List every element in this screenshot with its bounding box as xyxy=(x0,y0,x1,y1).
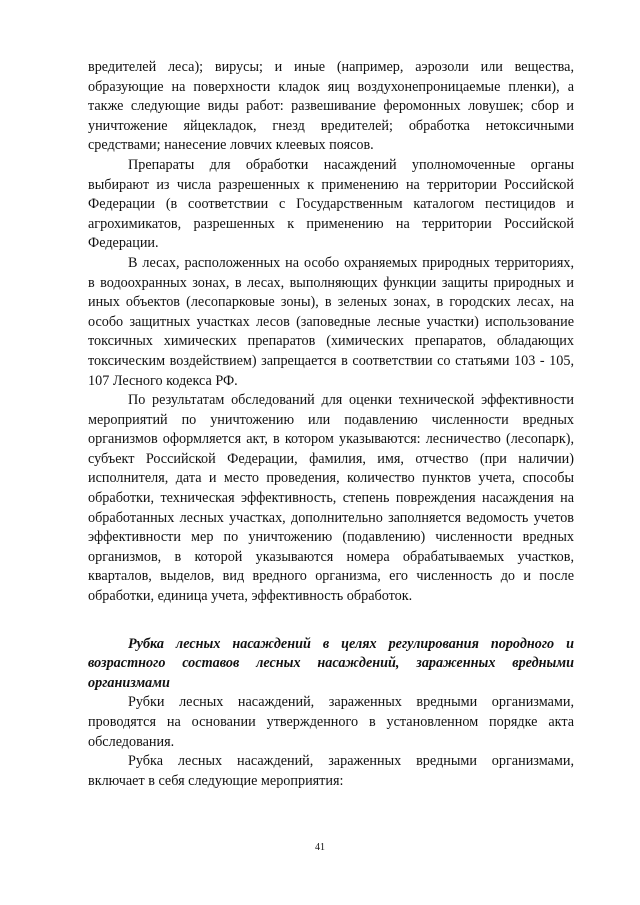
section-heading: Рубка лесных насаждений в целях регулирования породного и возрастного составов лесных насаждений, зараженных вредными организмами xyxy=(88,635,574,691)
section-spacer xyxy=(88,607,574,635)
paragraph-felling-basis: Рубки лесных насаждений, зараженных вредными организмами, проводятся на основании утвержденного в установленном порядке акта обследования. xyxy=(88,694,574,750)
paragraph-preparations: Препараты для обработки насаждений уполномоченные органы выбирают из числа разрешенных к применению на территории Российской Федерации (в соответствии с Государственным каталогом пестицидов и агрохимикатов, разрешенных к применению на территории Российской Федерации. xyxy=(88,156,574,252)
paragraph-survey-results: По результатам обследований для оценки технической эффективности мероприятий по уничтожению или подавлению численности вредных организмов оформляется акт, в котором указываются: лесничество (лесопарк), субъект Российской Федерации, фамилия, имя, отчество (при наличии) исполнителя, дата и место проведения, количество пунктов учета, способы обработки, техническая эффективность, степень повреждения насаждения на обработанных лесных участках, дополнительно заполняется ведомость учетов эффективности мер по уничтожению (подавлению) численности вредных организмов, в которой указываются номера обрабатываемых участков, кварталов, выделов, вид вредного организма, его численность до и после обработки, единица учета, эффективность обработок. xyxy=(88,392,574,605)
document-page xyxy=(88,58,574,791)
paragraph-continuation: вредителей леса); вирусы; и иные (например, аэрозоли или вещества, образующие на поверхности кладок яиц воздухонепроницаемые пленки), а также следующие виды работ: развешивание феромонных ловушек; сбор и уничтожение яйцекладок, гнезд вредителей; обработка нетоксичными средствами; нанесение ловчих клеевых поясов. xyxy=(88,59,574,154)
paragraph-protected-forests: В лесах, расположенных на особо охраняемых природных территориях, в водоохранных зонах, в лесах, выполняющих функции защиты природных и иных объектов (лесопарковые зоны), в зеленых зонах, в городских лесах, на особо защитных участках лесов (заповедные лесные участки) использование токсичных химических препаратов (химических препаратов, обладающих токсическим воздействием) запрещается в соответствии со статьями 103 - 105, 107 Лесного кодекса РФ. xyxy=(88,254,574,389)
paragraph-felling-measures: Рубка лесных насаждений, зараженных вредными организмами, включает в себя следующие мероприятия: xyxy=(88,753,574,789)
page-number: 41 xyxy=(315,842,325,853)
